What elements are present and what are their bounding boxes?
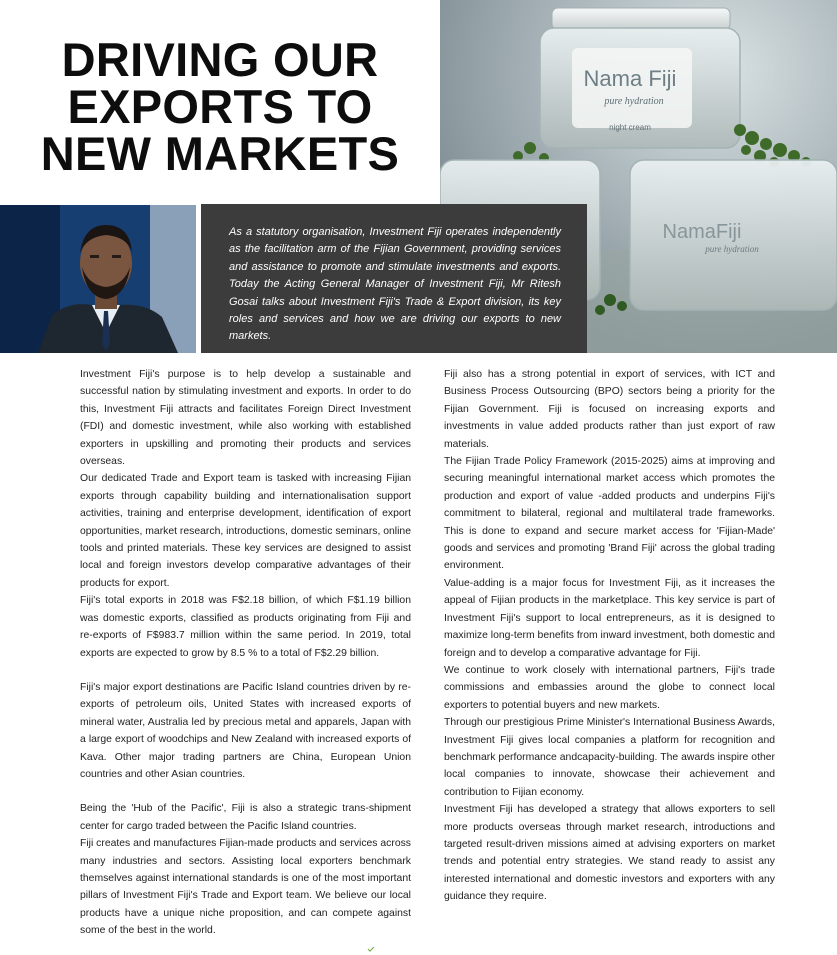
article-paragraph: Investment Fiji has developed a strategy that allows exporters to sell more products overseas through market research, introductions and targeted result-driven missions aimed at advising exporters on market trends and potential entry strategies. We stand ready to assist any interested international and domestic investors and exporters with any guidance they require. bbox=[444, 804, 775, 903]
article-paragraph: The Fijian Trade Policy Framework (2015-2025) aims at improving and securing meaningful international market access which promotes the production and export of value -added products and underpins Fiji's commitment to bilateral, regional and multilateral trade frameworks. This is done to expand and secure market access for 'Fijian-Made' goods and services and promoting 'Brand Fiji' across the global trading environment. bbox=[444, 456, 775, 572]
title-line-3: NEW MARKETS bbox=[40, 127, 400, 180]
product-brand-label-2: NamaFiji bbox=[662, 221, 742, 243]
page-title bbox=[40, 33, 400, 180]
article-paragraph: Being the 'Hub of the Pacific', Fiji is also a strategic trans-shipment center for cargo traded between the Pacific Island countries. bbox=[80, 803, 411, 832]
checkmark-icon bbox=[367, 946, 375, 952]
article-paragraph: Fiji's major export destinations are Pacific Island countries driven by re-exports of petroleum oils, United States with increased exports of mineral water, Australia led by precious metal and apparels, Japan with a large export of woodchips and New Zealand with increased exports of Kava. Other major trading partners are China, European Union countries and other Asian countries. bbox=[80, 681, 411, 780]
intro-standfirst: As a statutory organisation, Investment Fiji operates independently as the facilitation arm of the Fijian Government, providing services and assistance to promote and stimulate investments and exports. Today the Acting General Manager of Investment Fiji, Mr Ritesh Gosai talks about Investment Fiji's Trade & Export division, its key roles and services and how we are driving our exports to new markets. bbox=[229, 226, 561, 343]
article-left-column bbox=[80, 366, 411, 940]
portrait-photo bbox=[0, 205, 196, 353]
title-block bbox=[0, 0, 440, 205]
product-brand-label: Nama Fiji bbox=[583, 66, 677, 91]
article-paragraph: Value-adding is a major focus for Investment Fiji, as it increases the appeal of Fijian products in the marketplace. This key service is part of Investment Fiji's support to local entrepreneurs, as it is designed to maximize long-term benefits from inward investment, both domestic and foreign and to develop a comparative advantage for Fiji. bbox=[444, 577, 775, 659]
article-paragraph: Investment Fiji's purpose is to help develop a sustainable and successful nation by stimulating investment and exports. In order to do this, Investment Fiji attracts and facilitates Foreign Direct Investment (FDI) and domestic investment, while also working with established exporters in upskilling and promoting their products and services overseas. bbox=[80, 369, 411, 468]
article-paragraph: Through our prestigious Prime Minister's International Business Awards, Investment Fiji gives local companies a platform for recognition and benchmark performance andcapacity-building. The awards inspire other local companies to innovate, showcase their achievement and contribution to Fijian economy. bbox=[444, 717, 775, 798]
article-right-column bbox=[444, 366, 775, 906]
person-portrait-illustration bbox=[0, 205, 196, 353]
article-paragraph: We continue to work closely with international partners, Fiji's trade commissions and embassies around the globe to connect local exporters to potential buyers and new markets. bbox=[444, 664, 775, 711]
product-tagline-label: pure hydration bbox=[604, 96, 664, 107]
title-line-1: DRIVING OUR bbox=[61, 33, 379, 86]
product-tagline-label-2: pure hydration bbox=[705, 244, 759, 254]
article-paragraph: Fiji's total exports in 2018 was F$2.18 billion, of which F$1.19 billion was domestic exports, classified as products originating from Fiji and re-exports of F$983.7 million within the same period. In 2019, total exports are expected to grow by 8.5 % to a total of F$2.29 billion. bbox=[80, 595, 411, 659]
article-paragraph: Our dedicated Trade and Export team is tasked with increasing Fijian exports through capability building and internationalisation support activities, training and enterprise development, identification of export opportunities, market research, introductions, domestic seminars, online tools and printed materials. These key services are designed to assist local and foreign investors develop comparative advantages of their products for export. bbox=[80, 473, 411, 589]
title-line-2: EXPORTS TO bbox=[67, 80, 373, 133]
intro-standfirst-box bbox=[201, 204, 587, 353]
article-paragraph: Fiji also has a strong potential in export of services, with ICT and Business Process Outsourcing (BPO) sectors being a priority for the Fijian Government. Fiji is focused on increasing exports and investments in value added products rather than just export of raw materials. bbox=[444, 369, 775, 450]
product-variant-label: night cream bbox=[609, 123, 651, 132]
article-paragraph: Fiji creates and manufactures Fijian-made products and services across many industries and sectors. Assisting local exporters benchmark themselves against international standards is one of the most important pillars of Investment Fiji's Trade and Export team. We believe our local products have a unique niche proposition, and can compete against some of the best in the world. bbox=[80, 838, 411, 937]
